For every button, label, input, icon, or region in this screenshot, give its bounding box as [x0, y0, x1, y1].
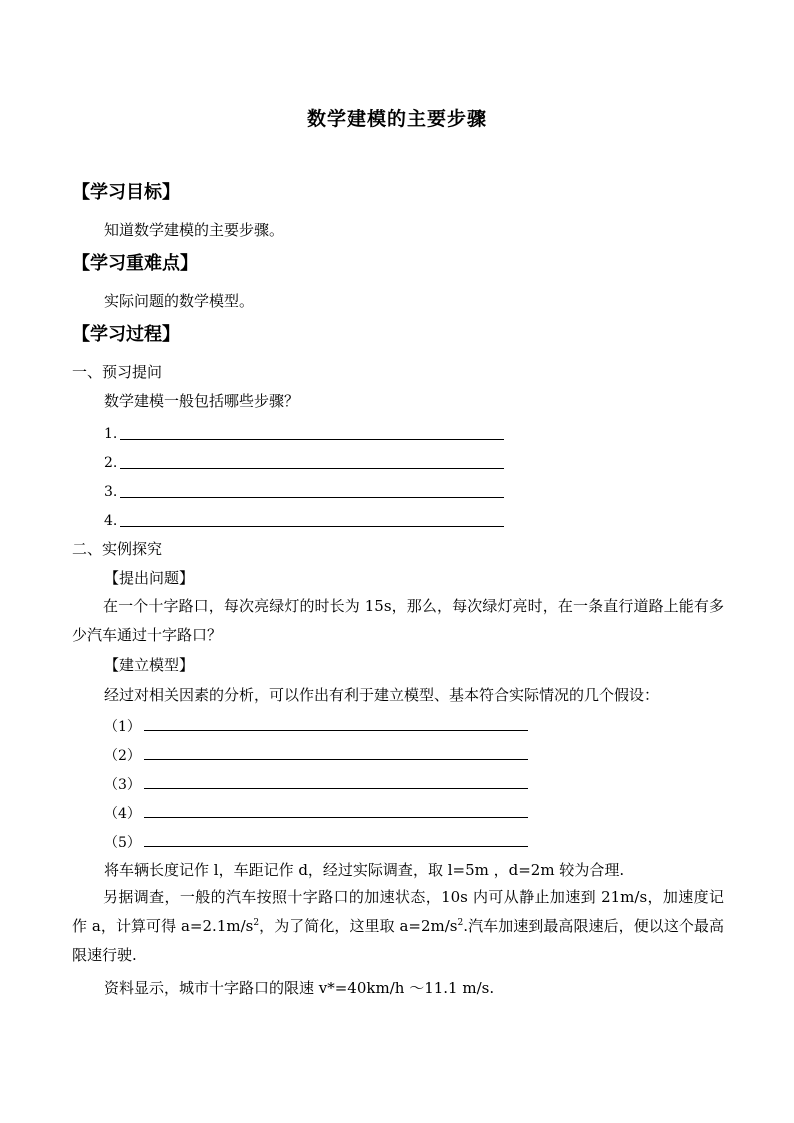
- answer-blank-3[interactable]: [104, 482, 506, 504]
- vehicle-length-paragraph: 将车辆长度记作 l，车距记作 d，经过实际调查，取 l=5m ，d=2m 较为合理.: [104, 861, 625, 879]
- learning-goal-heading: 【学习目标】: [72, 182, 180, 203]
- blank-underline: [120, 526, 504, 527]
- build-model-heading: 【建立模型】: [104, 656, 195, 674]
- blank-underline: [144, 759, 528, 760]
- learning-process-heading: 【学习过程】: [72, 324, 180, 345]
- blank-underline: [144, 788, 528, 789]
- answer-blank-2[interactable]: [104, 453, 506, 475]
- blank-underline: [144, 817, 528, 818]
- assumption-intro: 经过对相关因素的分析，可以作出有利于建立模型、基本符合实际情况的几个假设：: [104, 686, 660, 704]
- superscript: 2: [457, 918, 464, 928]
- blank-number: 1.: [104, 426, 118, 442]
- part2-heading: 二、实例探究: [72, 540, 163, 558]
- blank-number: （4）: [104, 806, 141, 822]
- part1-heading: 一、预习提问: [72, 363, 163, 381]
- blank-underline: [120, 468, 504, 469]
- assumption-blank-5[interactable]: [104, 830, 530, 852]
- assumption-blank-3[interactable]: [104, 772, 530, 794]
- part1-question: 数学建模一般包括哪些步骤？: [104, 392, 300, 410]
- blank-number: 2.: [104, 455, 118, 471]
- speed-limit-paragraph: 资料显示，城市十字路口的限速 v*=40km/h ～11.1 m/s.: [104, 979, 495, 997]
- assumption-blank-4[interactable]: [104, 801, 530, 823]
- blank-underline: [144, 730, 528, 731]
- blank-number: 4.: [104, 513, 118, 529]
- problem-paragraph: 在一个十字路口，每次亮绿灯的时长为 15s，那么，每次绿灯亮时，在一条直行道路上能有多少汽车通过十字路口？: [72, 597, 724, 644]
- acceleration-text-c: .汽车加速到最高限速后，便以这个最高限速行驶.: [72, 917, 724, 964]
- blank-number: （5）: [104, 835, 141, 851]
- answer-blank-4[interactable]: [104, 511, 506, 533]
- blank-underline: [120, 439, 504, 440]
- blank-underline: [144, 846, 528, 847]
- answer-blank-1[interactable]: [104, 424, 506, 446]
- blank-number: （1）: [104, 719, 141, 735]
- blank-number: （3）: [104, 777, 141, 793]
- document-title: 数学建模的主要步骤: [306, 108, 487, 130]
- assumption-blank-1[interactable]: [104, 714, 530, 736]
- blank-underline: [120, 497, 504, 498]
- key-points-text: 实际问题的数学模型。: [104, 292, 255, 310]
- blank-number: （2）: [104, 748, 141, 764]
- key-points-heading: 【学习重难点】: [72, 253, 198, 274]
- learning-goal-text: 知道数学建模的主要步骤。: [104, 221, 285, 239]
- assumption-blank-2[interactable]: [104, 743, 530, 765]
- raise-problem-heading: 【提出问题】: [104, 569, 195, 587]
- acceleration-text-b: ，为了简化，这里取 a=2m/s: [259, 917, 458, 935]
- acceleration-text-a: 另据调查，一般的汽车按照十字路口的加速状态，10s 内可从静止加速到 21m/s，加速度记作 a，计算可得 a=2.1m/s: [72, 888, 724, 935]
- acceleration-paragraph: [72, 883, 724, 970]
- blank-number: 3.: [104, 484, 118, 500]
- superscript: 2: [253, 918, 260, 928]
